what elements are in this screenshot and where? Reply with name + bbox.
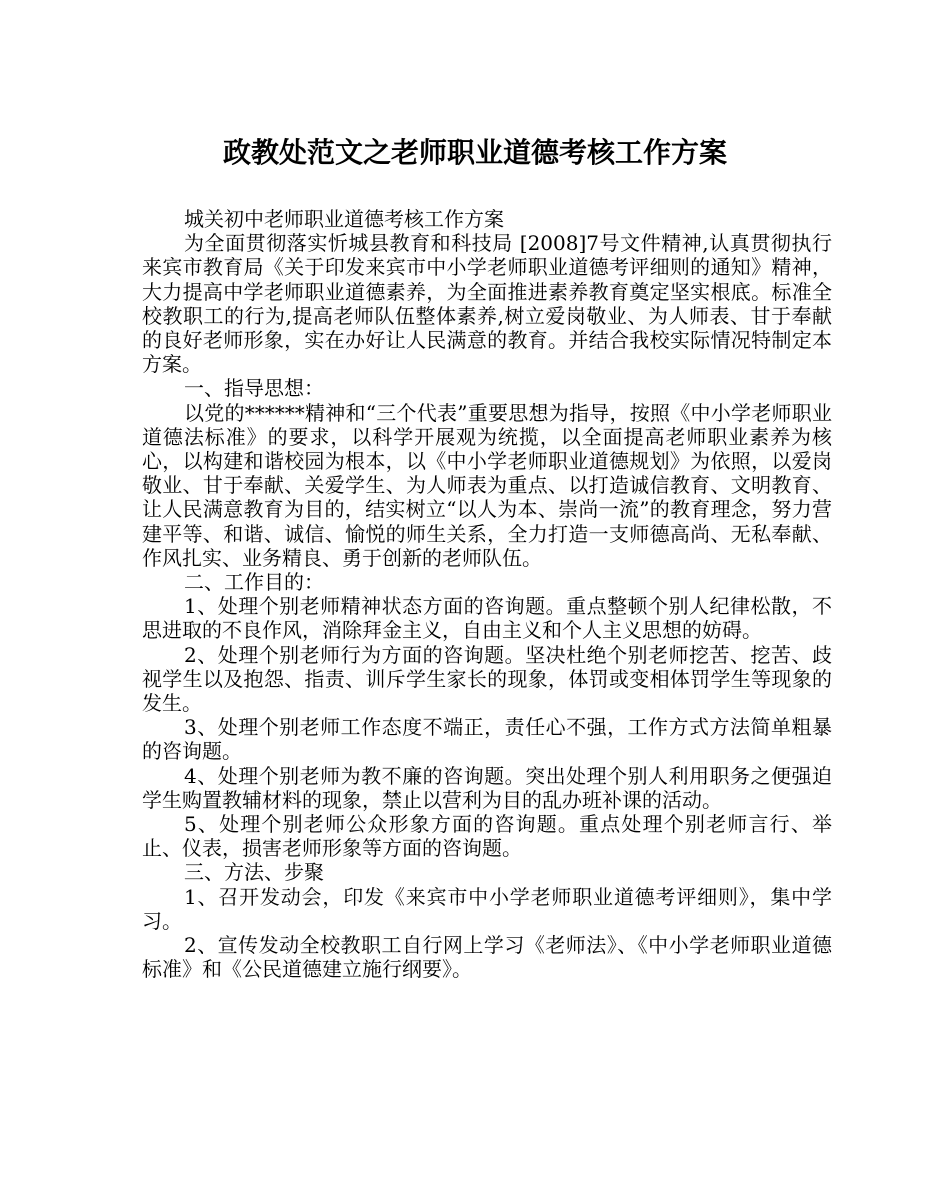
list-item-goal-4: 4、处理个别老师为教不廉的咨询题。突出处理个别人利用职务之便强迫学生购置教辅材料的现象，禁止以营利为目的乱办班补课的活动。 [142, 763, 832, 812]
section-heading-work-goals: 二、工作目的： [184, 570, 324, 595]
list-item-step-2: 2、宣传发动全校教职工自行网上学习《老师法》、《中小学老师职业道德标准》和《公民道德建立施行纲要》。 [142, 933, 832, 982]
list-item-goal-1: 1、处理个别老师精神状态方面的咨询题。重点整顿个别人纪律松散，不思进取的不良作风，消除拜金主义，自由主义和个人主义思想的妨碍。 [142, 594, 832, 643]
paragraph-guiding-ideology: 以党的******精神和“三个代表”重要思想为指导，按照《中小学老师职业道德法标准》的要求，以科学开展观为统揽，以全面提高老师职业素养为核心，以构建和谐校园为根本，以《中小学老师职业道德规划》为依照，以爱岗敬业、甘于奉献、关爱学生、为人师表为重点、以打造诚信教育、文明教育、让人民满意教育为目的，结实树立“以人为本、崇尚一流”的教育理念，努力营建平等、和谐、诚信、愉悦的师生关系，全力打造一支师德高尚、无私奉献、作风扎实、业务精良、勇于创新的老师队伍。 [142, 400, 832, 570]
section-heading-guiding-ideology: 一、指导思想： [184, 376, 324, 401]
list-item-goal-3: 3、处理个别老师工作态度不端正，责任心不强，工作方式方法简单粗暴的咨询题。 [142, 715, 832, 764]
section-heading-methods-steps: 三、方法、步聚 [184, 860, 324, 885]
paragraph-heading: 城关初中老师职业道德考核工作方案 [184, 207, 504, 231]
list-item-goal-5: 5、处理个别老师公众形象方面的咨询题。重点处理个别老师言行、举止、仪表，损害老师形象等方面的咨询题。 [142, 812, 832, 861]
paragraph-intro: 为全面贯彻落实忻城县教育和科技局 [2008]7号文件精神,认真贯彻执行来宾市教育局《关于印发来宾市中小学老师职业道德考评细则的通知》精神，大力提高中学老师职业道德素养，为全面推进素养教育奠定坚实根底。标准全校教职工的行为,提高老师队伍整体素养,树立爱岗敬业、为人师表、甘于奉献的良好老师形象，实在办好让人民满意的教育。并结合我校实际情况特制定本方案。 [142, 231, 832, 377]
list-item-step-1: 1、召开发动会，印发《来宾市中小学老师职业道德考评细则》，集中学习。 [142, 884, 832, 933]
document-body [142, 207, 832, 982]
list-item-goal-2: 2、处理个别老师行为方面的咨询题。坚决杜绝个别老师挖苦、挖苦、歧视学生以及抱怨、指责、训斥学生家长的现象，体罚或变相体罚学生等现象的发生。 [142, 642, 832, 716]
document-title: 政教处范文之老师职业道德考核工作方案 [222, 136, 727, 169]
